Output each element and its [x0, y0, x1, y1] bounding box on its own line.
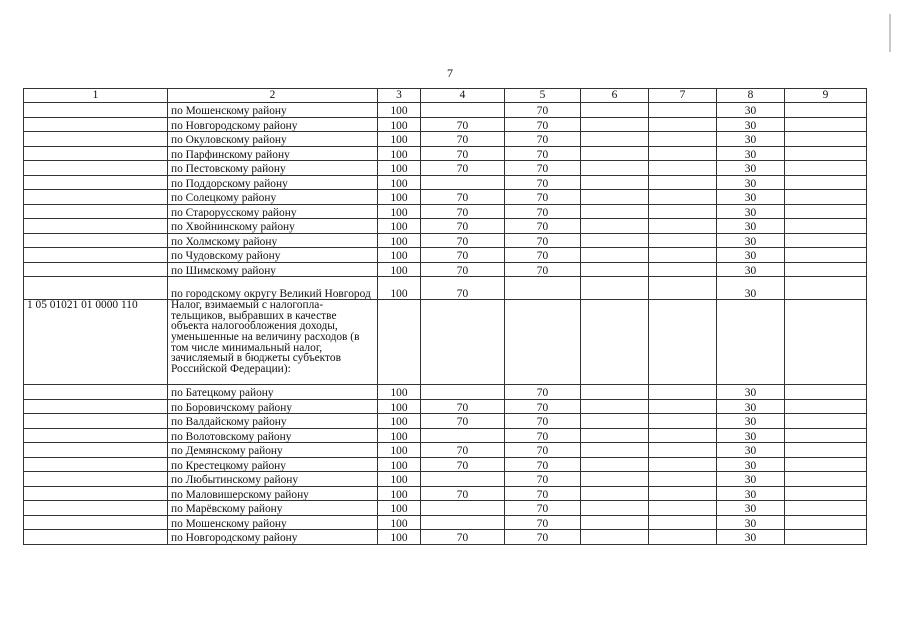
cell-col5: 70	[505, 399, 581, 414]
cell-col5: 70	[505, 262, 581, 277]
cell-col3: 100	[378, 399, 421, 414]
district-name: по Марёвскому району	[168, 501, 378, 516]
cell-col6	[581, 132, 649, 147]
cell-col8: 30	[717, 132, 785, 147]
cell-col7	[649, 443, 717, 458]
cell-col8: 30	[717, 486, 785, 501]
cell-col6	[581, 399, 649, 414]
district-name: по Холмскому району	[168, 233, 378, 248]
cell-col3: 100	[378, 204, 421, 219]
cell-col9	[785, 399, 867, 414]
budget-classification-code: 1 05 01021 01 0000 110	[24, 300, 168, 385]
cell-col9	[785, 472, 867, 487]
district-name: по Мошенскому району	[168, 515, 378, 530]
cell-col9	[785, 219, 867, 234]
cell-col8: 30	[717, 248, 785, 263]
table-row	[24, 248, 867, 263]
cell-col8: 30	[717, 277, 785, 300]
cell-col9	[785, 103, 867, 118]
cell-col8: 30	[717, 399, 785, 414]
cell-col7	[649, 515, 717, 530]
table-row	[24, 277, 867, 300]
cell-col3: 100	[378, 385, 421, 400]
cell-col5: 70	[505, 530, 581, 545]
district-name: по Батецкому району	[168, 385, 378, 400]
cell-col4: 70	[421, 262, 505, 277]
cell-col4	[421, 515, 505, 530]
code-cell	[24, 248, 168, 263]
cell-col5: 70	[505, 248, 581, 263]
cell-col9	[785, 161, 867, 176]
cell-col4: 70	[421, 277, 505, 300]
cell-col5: 70	[505, 414, 581, 429]
cell-col8: 30	[717, 385, 785, 400]
cell-col5	[505, 300, 581, 385]
district-name: по Шимскому району	[168, 262, 378, 277]
cell-col6	[581, 175, 649, 190]
budget-table	[23, 88, 867, 545]
cell-col8: 30	[717, 515, 785, 530]
cell-col5: 70	[505, 103, 581, 118]
cell-col3: 100	[378, 414, 421, 429]
code-cell	[24, 399, 168, 414]
code-cell	[24, 501, 168, 516]
cell-col4: 70	[421, 399, 505, 414]
scan-edge-mark	[889, 14, 891, 52]
district-name: по Маловишерскому району	[168, 486, 378, 501]
cell-col3: 100	[378, 103, 421, 118]
cell-col9	[785, 117, 867, 132]
cell-col4: 70	[421, 530, 505, 545]
cell-col9	[785, 233, 867, 248]
cell-col7	[649, 414, 717, 429]
code-cell	[24, 161, 168, 176]
cell-col7	[649, 486, 717, 501]
cell-col8: 30	[717, 233, 785, 248]
cell-col9	[785, 175, 867, 190]
cell-col6	[581, 443, 649, 458]
cell-col5: 70	[505, 486, 581, 501]
cell-col7	[649, 277, 717, 300]
cell-col4: 70	[421, 457, 505, 472]
cell-col8: 30	[717, 190, 785, 205]
cell-col4: 70	[421, 219, 505, 234]
cell-col5: 70	[505, 204, 581, 219]
cell-col4: 70	[421, 248, 505, 263]
table-row	[24, 486, 867, 501]
district-name: по Демянскому району	[168, 443, 378, 458]
cell-col8: 30	[717, 161, 785, 176]
header-cell: 2	[168, 89, 378, 103]
cell-col3: 100	[378, 486, 421, 501]
cell-col7	[649, 501, 717, 516]
cell-col6	[581, 414, 649, 429]
cell-col7	[649, 472, 717, 487]
cell-col7	[649, 219, 717, 234]
table-row	[24, 175, 867, 190]
cell-col9	[785, 190, 867, 205]
cell-col5: 70	[505, 472, 581, 487]
cell-col5: 70	[505, 515, 581, 530]
cell-col4: 70	[421, 204, 505, 219]
table-row	[24, 515, 867, 530]
cell-col3: 100	[378, 530, 421, 545]
cell-col3: 100	[378, 501, 421, 516]
cell-col3: 100	[378, 161, 421, 176]
cell-col3: 100	[378, 117, 421, 132]
cell-col9	[785, 515, 867, 530]
district-name: по Окуловскому району	[168, 132, 378, 147]
cell-col3: 100	[378, 428, 421, 443]
header-cell: 6	[581, 89, 649, 103]
district-name: по Поддорскому району	[168, 175, 378, 190]
cell-col6	[581, 486, 649, 501]
cell-col3: 100	[378, 248, 421, 263]
cell-col6	[581, 117, 649, 132]
code-cell	[24, 472, 168, 487]
code-cell	[24, 262, 168, 277]
cell-col4: 70	[421, 486, 505, 501]
table-row	[24, 103, 867, 118]
cell-col5: 70	[505, 385, 581, 400]
cell-col8: 30	[717, 117, 785, 132]
cell-col7	[649, 117, 717, 132]
cell-col6	[581, 262, 649, 277]
cell-col9	[785, 530, 867, 545]
page-number: 7	[447, 66, 453, 80]
cell-col9	[785, 277, 867, 300]
code-cell	[24, 443, 168, 458]
header-cell: 5	[505, 89, 581, 103]
cell-col3: 100	[378, 262, 421, 277]
cell-col7	[649, 132, 717, 147]
cell-col9	[785, 132, 867, 147]
cell-col7	[649, 385, 717, 400]
cell-col3: 100	[378, 472, 421, 487]
table-row	[24, 132, 867, 147]
cell-col8: 30	[717, 146, 785, 161]
cell-col5: 70	[505, 428, 581, 443]
table-header-row	[24, 89, 867, 103]
cell-col3: 100	[378, 132, 421, 147]
cell-col4	[421, 175, 505, 190]
cell-col5: 70	[505, 175, 581, 190]
cell-col5: 70	[505, 117, 581, 132]
district-name: по Старорусскому району	[168, 204, 378, 219]
cell-col7	[649, 190, 717, 205]
table-row	[24, 262, 867, 277]
cell-col6	[581, 190, 649, 205]
cell-col3: 100	[378, 175, 421, 190]
cell-col9	[785, 501, 867, 516]
district-name: по Боровичскому району	[168, 399, 378, 414]
cell-col8: 30	[717, 428, 785, 443]
cell-col6	[581, 219, 649, 234]
cell-col3: 100	[378, 515, 421, 530]
district-name: по Пестовскому району	[168, 161, 378, 176]
code-cell	[24, 457, 168, 472]
table-row	[24, 414, 867, 429]
table-row	[24, 457, 867, 472]
district-name: по Парфинскому району	[168, 146, 378, 161]
cell-col5: 70	[505, 190, 581, 205]
header-cell: 4	[421, 89, 505, 103]
cell-col5: 70	[505, 457, 581, 472]
cell-col6	[581, 530, 649, 545]
cell-col9	[785, 204, 867, 219]
cell-col5: 70	[505, 443, 581, 458]
cell-col7	[649, 248, 717, 263]
cell-col5: 70	[505, 501, 581, 516]
cell-col4: 70	[421, 233, 505, 248]
header-cell: 1	[24, 89, 168, 103]
table-row	[24, 219, 867, 234]
cell-col7	[649, 530, 717, 545]
cell-col6	[581, 428, 649, 443]
cell-col8: 30	[717, 443, 785, 458]
code-cell	[24, 530, 168, 545]
table-row	[24, 385, 867, 400]
cell-col7	[649, 204, 717, 219]
district-name: по городскому округу Великий Новгород	[168, 277, 378, 300]
district-name: по Чудовскому району	[168, 248, 378, 263]
district-name: по Новгородскому району	[168, 530, 378, 545]
cell-col5: 70	[505, 146, 581, 161]
district-name: по Новгородскому району	[168, 117, 378, 132]
cell-col4	[421, 103, 505, 118]
cell-col4	[421, 472, 505, 487]
cell-col4: 70	[421, 414, 505, 429]
cell-col8: 30	[717, 262, 785, 277]
cell-col6	[581, 457, 649, 472]
code-cell	[24, 428, 168, 443]
code-cell	[24, 117, 168, 132]
cell-col5: 70	[505, 233, 581, 248]
code-cell	[24, 233, 168, 248]
cell-col9	[785, 262, 867, 277]
cell-col4: 70	[421, 146, 505, 161]
district-name: по Мошенскому району	[168, 103, 378, 118]
cell-col7	[649, 161, 717, 176]
cell-col8: 30	[717, 472, 785, 487]
cell-col3: 100	[378, 277, 421, 300]
district-name: по Волотовскому району	[168, 428, 378, 443]
cell-col8: 30	[717, 175, 785, 190]
code-cell	[24, 515, 168, 530]
cell-col9	[785, 486, 867, 501]
district-name: по Валдайскому району	[168, 414, 378, 429]
cell-col6	[581, 146, 649, 161]
table-row	[24, 472, 867, 487]
code-cell	[24, 385, 168, 400]
table-row	[24, 146, 867, 161]
table-row	[24, 117, 867, 132]
cell-col3: 100	[378, 443, 421, 458]
cell-col8: 30	[717, 530, 785, 545]
cell-col4: 70	[421, 161, 505, 176]
cell-col4	[421, 300, 505, 385]
table-row	[24, 501, 867, 516]
cell-col3: 100	[378, 146, 421, 161]
cell-col6	[581, 300, 649, 385]
cell-col9	[785, 457, 867, 472]
cell-col7	[649, 103, 717, 118]
code-cell	[24, 132, 168, 147]
table-row	[24, 190, 867, 205]
cell-col6	[581, 161, 649, 176]
cell-col9	[785, 146, 867, 161]
cell-col4: 70	[421, 443, 505, 458]
cell-col7	[649, 399, 717, 414]
cell-col5	[505, 277, 581, 300]
code-cell	[24, 146, 168, 161]
cell-col4: 70	[421, 132, 505, 147]
cell-col6	[581, 103, 649, 118]
table-row	[24, 530, 867, 545]
table-row	[24, 204, 867, 219]
cell-col5: 70	[505, 132, 581, 147]
table-row	[24, 443, 867, 458]
tax-code-row	[24, 300, 867, 385]
table-row	[24, 428, 867, 443]
table-row	[24, 399, 867, 414]
code-cell	[24, 175, 168, 190]
cell-col8: 30	[717, 204, 785, 219]
cell-col7	[649, 175, 717, 190]
cell-col6	[581, 501, 649, 516]
code-cell	[24, 414, 168, 429]
cell-col6	[581, 248, 649, 263]
code-cell	[24, 486, 168, 501]
code-cell	[24, 204, 168, 219]
cell-col8: 30	[717, 457, 785, 472]
cell-col3: 100	[378, 219, 421, 234]
tax-description: Налог, взимаемый с налогопла-тельщиков, выбравших в качестве объекта налогообложения доходы, уменьшенные на величину расходов (в том числе минимальный налог, зачисляемый в бюджеты субъектов Российской Федерации):	[168, 300, 378, 385]
cell-col7	[649, 300, 717, 385]
cell-col6	[581, 385, 649, 400]
cell-col3: 100	[378, 190, 421, 205]
table-row	[24, 161, 867, 176]
cell-col4: 70	[421, 190, 505, 205]
cell-col8: 30	[717, 414, 785, 429]
header-cell: 3	[378, 89, 421, 103]
cell-col8: 30	[717, 219, 785, 234]
cell-col3: 100	[378, 457, 421, 472]
cell-col8: 30	[717, 501, 785, 516]
cell-col6	[581, 515, 649, 530]
cell-col3	[378, 300, 421, 385]
cell-col5: 70	[505, 161, 581, 176]
district-name: по Крестецкому району	[168, 457, 378, 472]
district-name: по Солецкому району	[168, 190, 378, 205]
cell-col4	[421, 501, 505, 516]
cell-col7	[649, 233, 717, 248]
cell-col4	[421, 428, 505, 443]
cell-col9	[785, 443, 867, 458]
district-name: по Хвойнинскому району	[168, 219, 378, 234]
code-cell	[24, 103, 168, 118]
cell-col9	[785, 414, 867, 429]
table-row	[24, 233, 867, 248]
cell-col8: 30	[717, 103, 785, 118]
cell-col6	[581, 472, 649, 487]
cell-col4: 70	[421, 117, 505, 132]
cell-col4	[421, 385, 505, 400]
cell-col6	[581, 204, 649, 219]
cell-col3: 100	[378, 233, 421, 248]
cell-col7	[649, 457, 717, 472]
cell-col8	[717, 300, 785, 385]
header-cell: 8	[717, 89, 785, 103]
cell-col6	[581, 277, 649, 300]
cell-col9	[785, 300, 867, 385]
district-name: по Любытинскому району	[168, 472, 378, 487]
cell-col9	[785, 385, 867, 400]
code-cell	[24, 190, 168, 205]
code-cell	[24, 277, 168, 300]
cell-col9	[785, 428, 867, 443]
cell-col9	[785, 248, 867, 263]
cell-col7	[649, 428, 717, 443]
cell-col6	[581, 233, 649, 248]
header-cell: 9	[785, 89, 867, 103]
header-cell: 7	[649, 89, 717, 103]
cell-col7	[649, 262, 717, 277]
code-cell	[24, 219, 168, 234]
cell-col5: 70	[505, 219, 581, 234]
cell-col7	[649, 146, 717, 161]
